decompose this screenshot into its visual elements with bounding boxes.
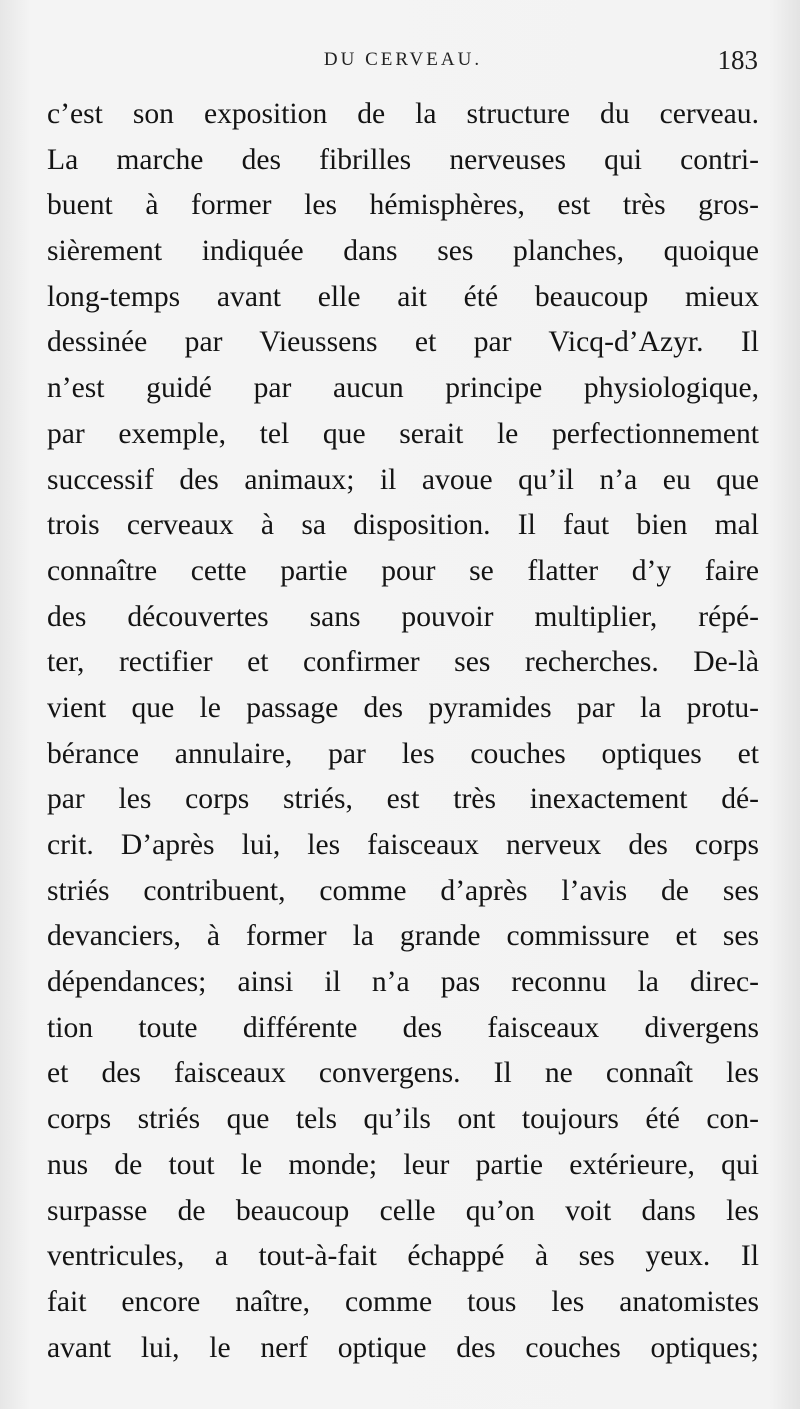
text-line: surpasse de beaucoup celle qu’on voit dans les <box>47 1194 759 1227</box>
text-line: vient que le passage des pyramides par la protu- <box>47 691 759 724</box>
text-line: tion toute différente des faisceaux divergens <box>47 1011 759 1044</box>
text-line: striés contribuent, comme d’après l’avis de ses <box>47 874 759 907</box>
running-head-title: DU CERVEAU. <box>323 49 483 70</box>
text-line: corps striés que tels qu’ils ont toujours été con- <box>47 1103 759 1136</box>
text-line: dessinée par Vieussens et par Vicq-d’Azyr. Il <box>47 326 759 359</box>
text-line: buent à former les hémisphères, est très gros- <box>47 189 759 222</box>
text-line: devanciers, à former la grande commissure et ses <box>47 920 759 953</box>
text-line: successif des animaux; il avoue qu’il n’a eu que <box>47 463 759 496</box>
text-line: ter, rectifier et confirmer ses recherches. De-là <box>47 646 759 679</box>
text-line: avant lui, le nerf optique des couches optiques; <box>47 1331 759 1364</box>
running-head <box>48 45 758 79</box>
text-line: La marche des fibrilles nerveuses qui contri- <box>47 143 759 176</box>
text-line: par exemple, tel que serait le perfectionnement <box>47 417 759 450</box>
text-line: connaître cette partie pour se flatter d’y faire <box>47 554 759 587</box>
body-text <box>47 92 759 1371</box>
text-line: bérance annulaire, par les couches optiques et <box>47 737 759 770</box>
text-line: long-temps avant elle ait été beaucoup mieux <box>47 280 759 313</box>
text-line: nus de tout le monde; leur partie extérieure, qui <box>47 1148 759 1181</box>
text-line: des découvertes sans pouvoir multiplier, répé- <box>47 600 759 633</box>
text-line: dépendances; ainsi il n’a pas reconnu la direc- <box>47 966 759 999</box>
text-line: sièrement indiquée dans ses planches, quoique <box>47 235 759 268</box>
text-line: ventricules, a tout-à-fait échappé à ses yeux. Il <box>47 1240 759 1273</box>
text-line: c’est son exposition de la structure du cerveau. <box>47 98 759 130</box>
text-line: n’est guidé par aucun principe physiologique, <box>47 372 759 405</box>
text-line: trois cerveaux à sa disposition. Il faut bien mal <box>47 509 759 542</box>
text-line: et des faisceaux convergens. Il ne connaît les <box>47 1057 759 1090</box>
text-line: crit. D’après lui, les faisceaux nerveux des corps <box>47 829 759 861</box>
text-line: par les corps striés, est très inexactement dé- <box>47 783 759 816</box>
page-number: 183 <box>717 45 758 75</box>
text-line: fait encore naître, comme tous les anatomistes <box>47 1285 759 1318</box>
